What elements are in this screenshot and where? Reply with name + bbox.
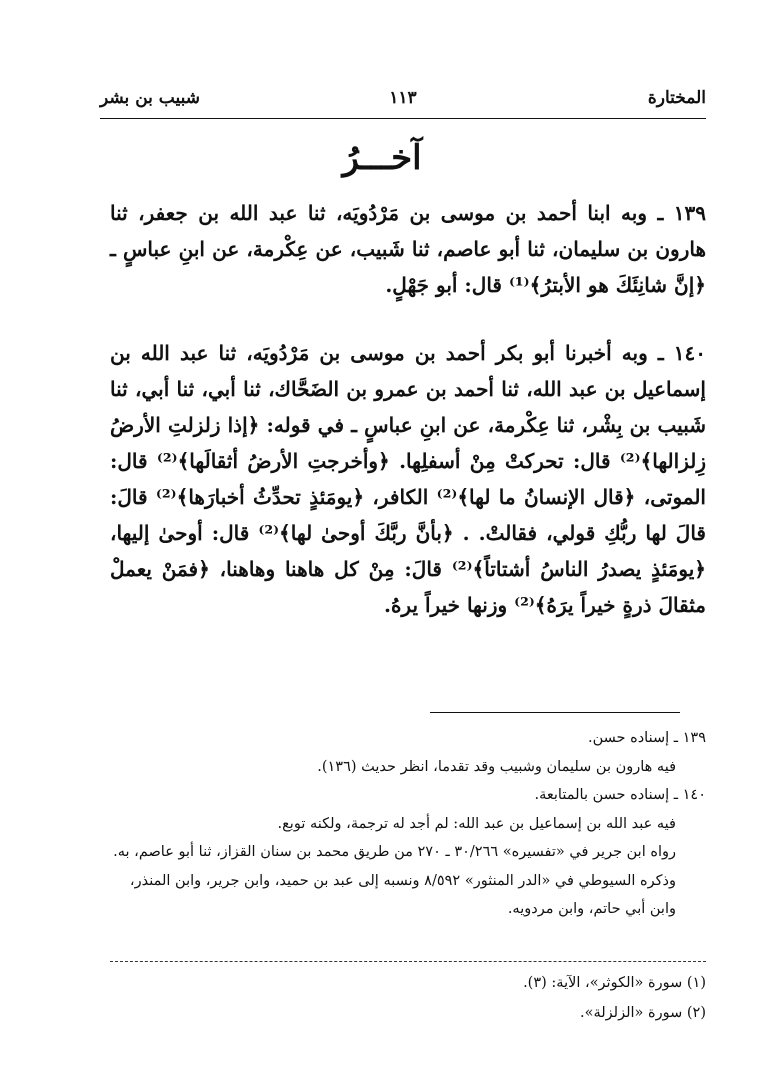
footnote-1: (١) سورة «الكوثر»، الآية: (٣). [523, 975, 706, 991]
book-title: المختارة [647, 88, 706, 108]
note-140-line: فيه عبد الله بن إسماعيل بن عبد الله: لم أجد له ترجمة، ولكنه توبع. [277, 815, 676, 832]
hadith-140-text: ١٤٠ ـ وبه أخبرنا أبو بكر أحمد بن موسى بن مَرْدُويَه، ثنا عبد الله بن إسماعيل بن عبد الله، ثنا أحمد بن عمرو بن الضَحَّاك، ثنا أبي، ثنا أبي، ثنا شَبيب بن بِشْر، ثنا عِكْرمة، عن ابنِ عباسٍ ـ في قوله: ﴿إذا زلزلتِ الأرضُ زِلزالها﴾⁽²⁾ قال: تحركتْ مِنْ أسفلِها. ﴿وأخرجتِ الأرضُ أثقالَها﴾⁽²⁾ قال: الموتى، ﴿قال الإنسانُ ما لها﴾⁽²⁾ الكافر، ﴿يومَئذٍ تحدِّثُ أخبارَها﴾⁽²⁾ قالَ: قالَ لها ربُّكِ قولي، فقالتْ. . ﴿بأنَّ ربَّكَ أوحىٰ لها﴾⁽²⁾ قال: أوحىٰ إليها، ﴿يومَئذٍ يصدرُ الناسُ أشتاتاً﴾⁽²⁾ قالَ: مِنْ كل هاهنا وهاهنا، ﴿فمَنْ يعملْ مثقالَ ذرةٍ خيراً يرَهُ﴾⁽²⁾ وزنها خيراً يرهُ. [110, 341, 707, 617]
editor-notes [110, 724, 706, 924]
header-rule [100, 118, 706, 119]
note-139-head: ١٣٩ ـ إسناده حسن. [587, 730, 706, 746]
running-head [100, 88, 706, 118]
hadith-139-text: ١٣٩ ـ وبه ابنا أحمد بن موسى بن مَرْدُويَه، ثنا عبد الله بن جعفر، ثنا هارون بن سليمان، ثنا أبو عاصم، ثنا شَبيب، عن عِكْرمة، عن ابنِ عباسٍ ـ ﴿إنَّ شانِئَكَ هو الأبترُ﴾⁽¹⁾ قال: أبو جَهْلٍ. [110, 201, 706, 297]
footnote-separator [110, 961, 706, 962]
note-140-line: رواه ابن جرير في «تفسيره» ٣٠/٢٦٦ ـ ٢٧٠ من طريق محمد بن سنان القزاز، ثنا أبو عاصم، به. [113, 844, 676, 860]
footnotes [110, 968, 706, 1028]
note-140-head: ١٤٠ ـ إسناده حسن بالمتابعة. [534, 787, 706, 803]
section-title: شبيب بن بشر [100, 88, 200, 108]
hadith-140 [110, 335, 706, 623]
note-140-line: وذكره السيوطي في «الدر المنثور» ٨/٥٩٢ ونسبه إلى عبد بن حميد، وابن جرير، وابن المنذر، وابن أبي حاتم، وابن مردويه. [129, 872, 676, 917]
page-number: ١١٣ [389, 88, 417, 108]
chapter-title: آخـــرُ [342, 138, 422, 178]
notes-rule [430, 712, 680, 713]
note-139-body: فيه هارون بن سليمان وشبيب وقد تقدما، انظر حديث (١٣٦). [317, 758, 676, 775]
hadith-139 [110, 195, 706, 303]
footnote-2: (٢) سورة «الزلزلة». [580, 1005, 706, 1021]
